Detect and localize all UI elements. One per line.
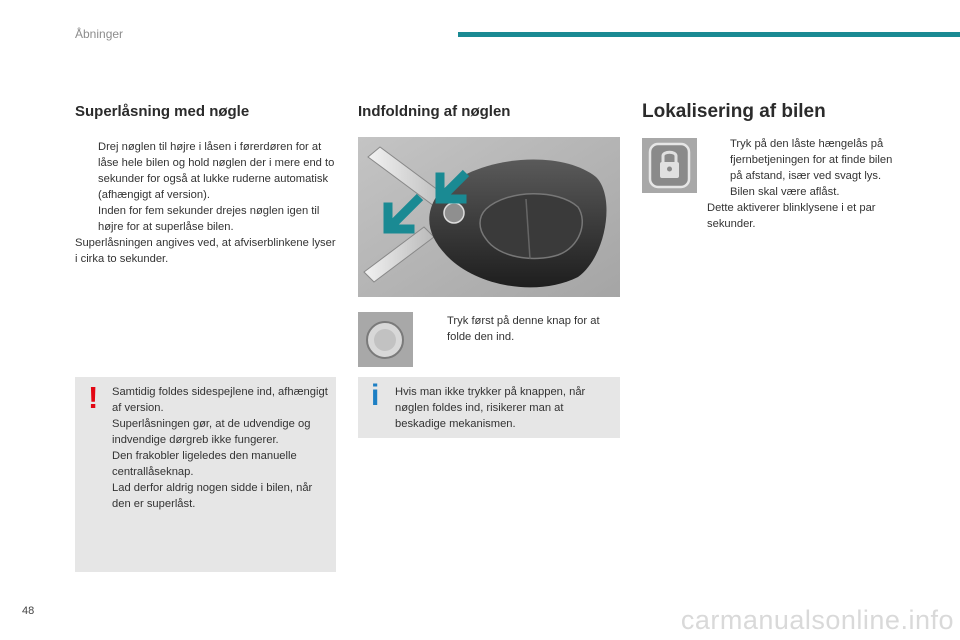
bullet-text: Inden for fem sekunder drejes nøglen igen til højre for at superlåse bilen. xyxy=(98,205,320,233)
header-accent-bar xyxy=(458,32,960,37)
watermark: carmanualsonline.info xyxy=(680,605,954,635)
warning-box xyxy=(75,377,336,572)
padlock-icon xyxy=(642,138,697,193)
column-fold-key xyxy=(358,103,620,120)
heading-fold-key: Indfoldning af nøglen xyxy=(358,103,511,120)
warning-text xyxy=(112,384,332,512)
heading-superlock: Superlåsning med nøgle xyxy=(75,103,250,120)
superlock-note-text: Superlåsningen angives ved, at afviserblinkene lyser i cirka to sekunder. xyxy=(75,237,336,265)
fold-key-instruction xyxy=(424,313,620,345)
key-illustration-icon xyxy=(358,137,620,297)
column-locate-car xyxy=(642,101,912,123)
warning-line: Lad derfor aldrig nogen sidde i bilen, når den er superlåst. xyxy=(112,482,313,510)
bullet-item xyxy=(75,139,337,203)
superlock-body xyxy=(75,139,337,267)
bullet-item xyxy=(424,313,620,345)
page-number: 48 xyxy=(22,605,35,617)
bullet-text: Drej nøglen til højre i låsen i førerdøren for at låse hele bilen og hold nøglen der i mere end to sekunder for også at lukke ruderne automatisk (afhængigt af version). xyxy=(98,141,335,201)
bullet-item xyxy=(75,203,337,235)
lock-button-thumb xyxy=(642,138,697,193)
info-text: Hvis man ikke trykker på knappen, når nøglen foldes ind, risikerer man at beskadige mekanismen. xyxy=(395,386,586,430)
heading-locate-car: Lokalisering af bilen xyxy=(642,101,826,122)
fold-button-icon xyxy=(358,312,413,367)
warning-line: Superlåsningen gør, at de udvendige og indvendige dørgreb ikke fungerer. xyxy=(112,418,311,446)
fold-button-thumb xyxy=(358,312,413,367)
bullet-text: Tryk først på denne knap for at folde den ind. xyxy=(447,315,600,343)
key-photo xyxy=(358,137,620,297)
info-box xyxy=(358,377,620,438)
bullet-item xyxy=(707,136,907,200)
locate-car-instruction xyxy=(707,136,907,232)
bullet-text: Tryk på den låste hængelås på fjernbetjeningen for at finde bilen på afstand, især ved svagt lys. Bilen skal være aflåst. xyxy=(730,138,893,198)
section-title: Åbninger xyxy=(75,27,124,41)
warning-line: Den frakobler ligeledes den manuelle centrallåseknap. xyxy=(112,450,297,478)
warning-icon: ! xyxy=(88,380,99,415)
info-icon: i xyxy=(371,379,380,412)
warning-line: Samtidig foldes sidespejlene ind, afhængigt af version. xyxy=(112,386,328,414)
column-superlock xyxy=(75,103,337,267)
locate-car-note: Dette aktiverer blinklysene i et par sekunder. xyxy=(707,202,876,230)
